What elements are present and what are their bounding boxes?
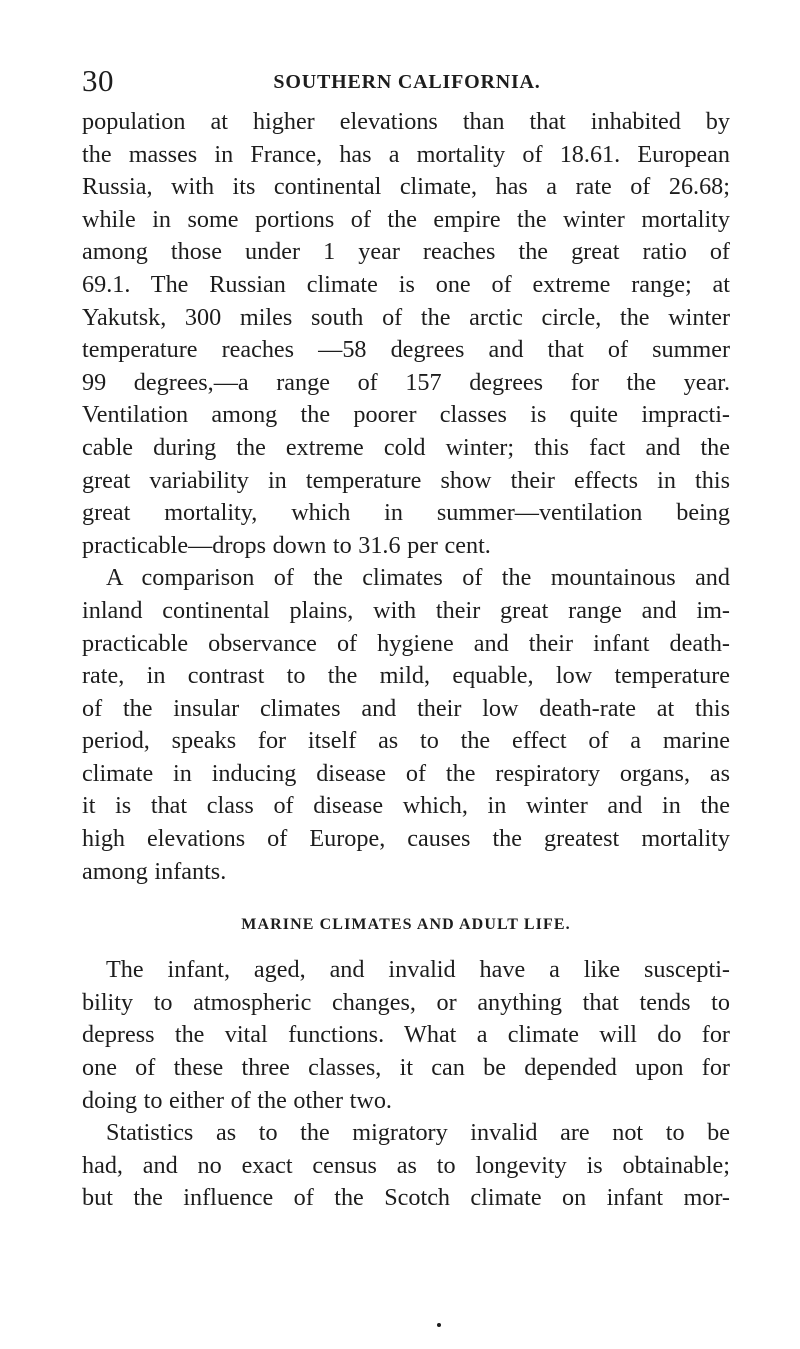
paragraph-climate-comparison bbox=[82, 562, 730, 888]
text-line: of the insular climates and their low death-rate at this bbox=[82, 694, 730, 722]
text-line: temperature reaches —58 degrees and that of summer bbox=[82, 336, 730, 364]
text-line: The infant, aged, and invalid have a like suscepti- bbox=[106, 956, 730, 984]
text-line: great variability in temperature show their effects in this bbox=[82, 466, 730, 494]
text-line: bility to atmospheric changes, or anything that tends to bbox=[82, 988, 730, 1016]
paragraph-susceptibility bbox=[82, 954, 730, 1117]
text-line: 99 degrees,—a range of 157 degrees for the year. bbox=[82, 368, 730, 396]
text-line: population at higher elevations than that inhabited by bbox=[82, 108, 730, 135]
page-number: 30 bbox=[82, 63, 114, 98]
text-line: great mortality, which in summer—ventilation being bbox=[82, 499, 730, 527]
book-page bbox=[82, 0, 730, 1215]
text-line: practicable observance of hygiene and their infant death- bbox=[82, 629, 730, 657]
text-line: but the influence of the Scotch climate on infant mor- bbox=[82, 1184, 730, 1212]
text-line: cable during the extreme cold winter; this fact and the bbox=[82, 433, 730, 461]
text-line: inland continental plains, with their great range and im- bbox=[82, 596, 730, 624]
text-line: one of these three classes, it can be depended upon for bbox=[82, 1054, 730, 1082]
text-line: A comparison of the climates of the mountainous and bbox=[106, 564, 730, 592]
text-line: the masses in France, has a mortality of 18.61. European bbox=[82, 140, 730, 168]
text-line: practicable—drops down to 31.6 per cent. bbox=[82, 531, 491, 559]
text-line: 69.1. The Russian climate is one of extreme range; at bbox=[82, 270, 730, 298]
page-header bbox=[82, 0, 730, 106]
text-line: Statistics as to the migratory invalid are not to be bbox=[106, 1119, 730, 1147]
text-line: depress the vital functions. What a climate will do for bbox=[82, 1021, 730, 1049]
text-line: rate, in contrast to the mild, equable, low temperature bbox=[82, 662, 730, 690]
paragraph-russia-mortality bbox=[82, 106, 730, 562]
text-line: period, speaks for itself as to the effect of a marine bbox=[82, 727, 730, 755]
text-line: while in some portions of the empire the winter mortality bbox=[82, 205, 730, 233]
text-line: had, and no exact census as to longevity is obtainable; bbox=[82, 1151, 730, 1179]
text-line: it is that class of disease which, in winter and in the bbox=[82, 792, 730, 820]
running-head: SOUTHERN CALIFORNIA. bbox=[273, 71, 541, 93]
text-line: climate in inducing disease of the respiratory organs, as bbox=[82, 759, 730, 787]
text-line: among infants. bbox=[82, 857, 227, 885]
text-line: Ventilation among the poorer classes is quite impracti- bbox=[82, 401, 730, 429]
ink-speck bbox=[437, 1323, 441, 1327]
paragraph-statistics bbox=[82, 1117, 730, 1215]
text-line: among those under 1 year reaches the great ratio of bbox=[82, 238, 730, 266]
text-line: Russia, with its continental climate, has a rate of 26.68; bbox=[82, 173, 730, 201]
section-heading: MARINE CLIMATES AND ADULT LIFE. bbox=[241, 916, 571, 934]
text-line: doing to either of the other two. bbox=[82, 1086, 392, 1114]
text-line: high elevations of Europe, causes the greatest mortality bbox=[82, 825, 730, 853]
text-line: Yakutsk, 300 miles south of the arctic circle, the winter bbox=[82, 303, 730, 331]
